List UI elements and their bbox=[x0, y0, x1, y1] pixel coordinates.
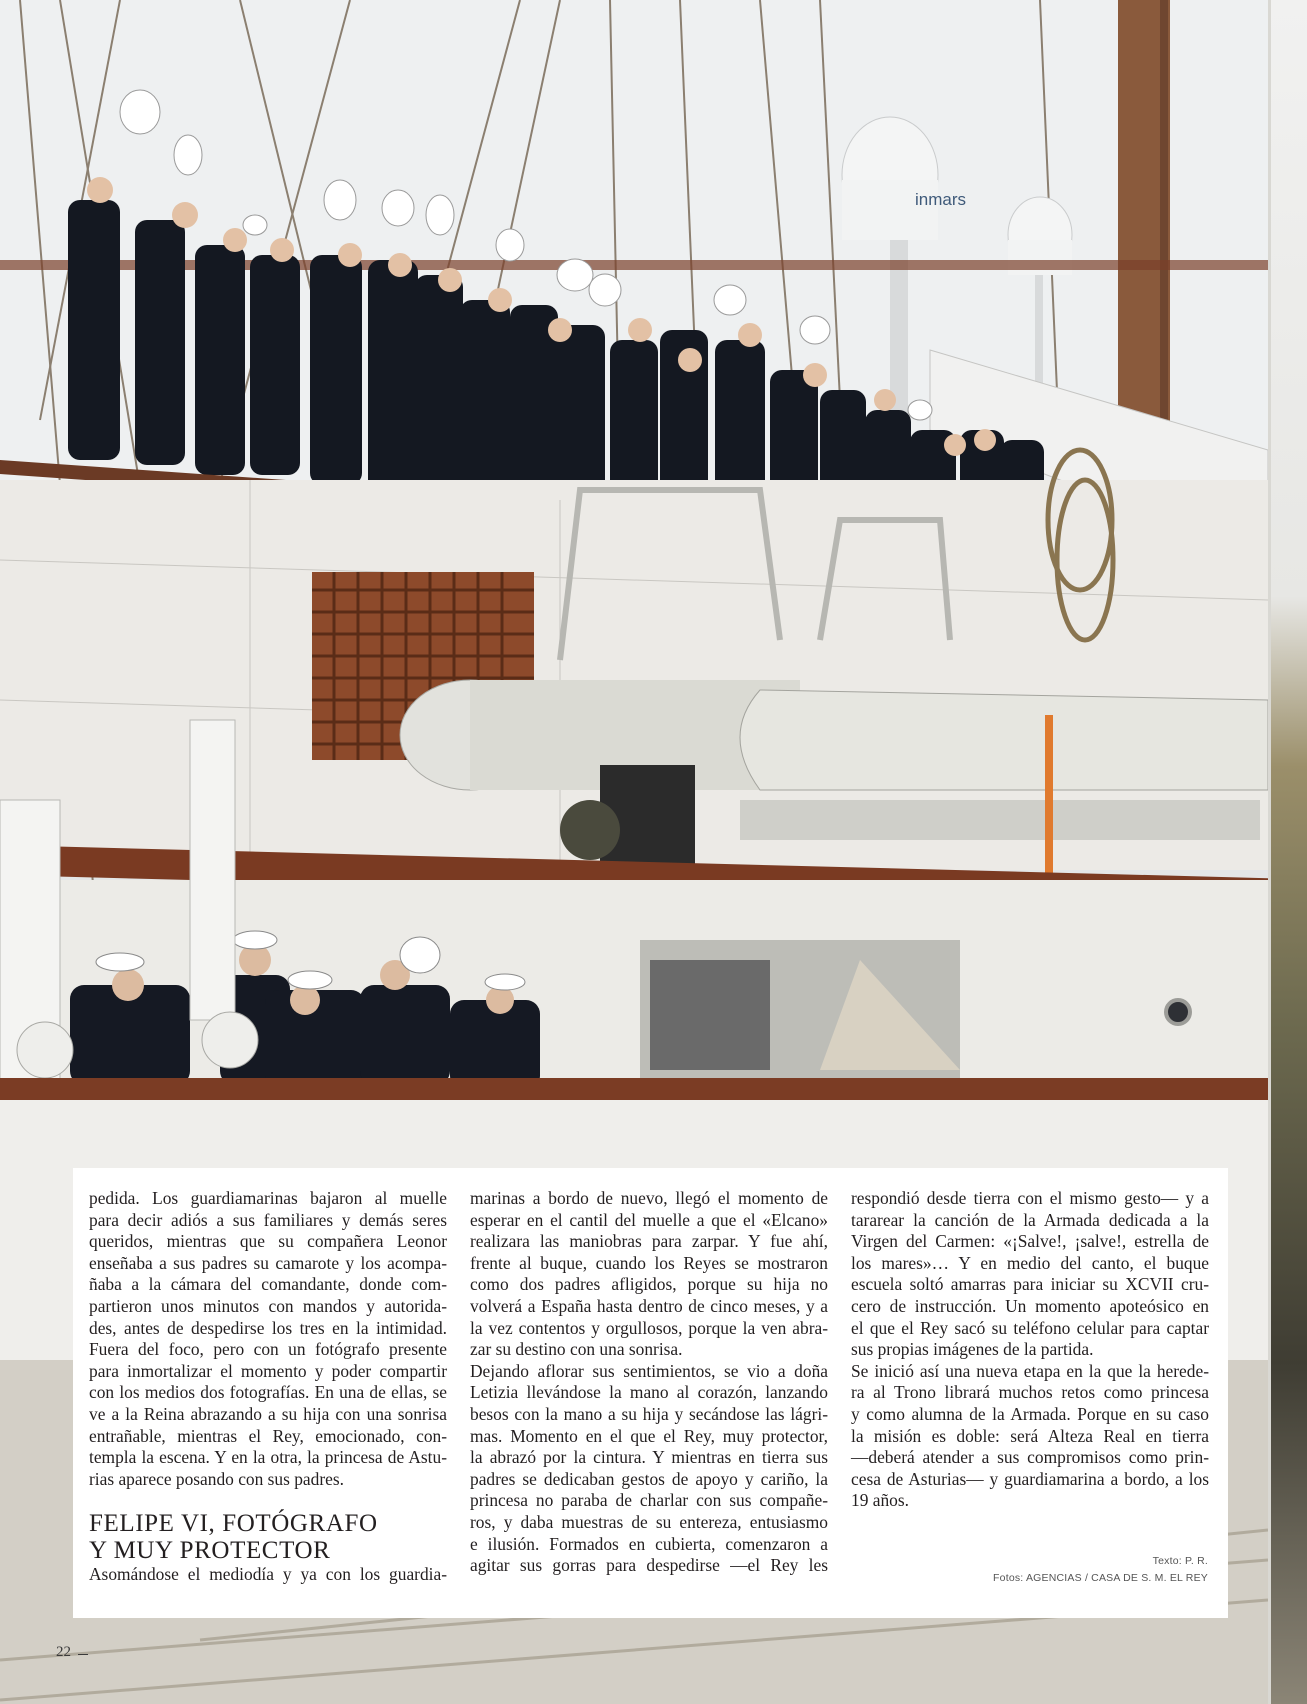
paragraph-line: cero de instrucción. Un momento apoteósico en bbox=[851, 1295, 1209, 1316]
paragraph-line: zar su destino con una sonrisa. bbox=[470, 1339, 683, 1360]
paragraph-line: cesa de Asturias— y guardiamarina a bordo, a los bbox=[851, 1468, 1209, 1489]
paragraph-line: ve a la Reina abrazando a su hija con una sonrisa bbox=[89, 1403, 447, 1424]
subhead-line-2: Y MUY PROTECTOR bbox=[89, 1537, 331, 1565]
article-column-3 bbox=[851, 1188, 1209, 1512]
paragraph-line: frente al buque, cuando los Reyes se mostraron bbox=[470, 1252, 828, 1273]
article-text-panel bbox=[73, 1168, 1228, 1618]
paragraph-line: la abrazó por la cintura. Y mientras en tierra sus bbox=[470, 1447, 828, 1468]
paragraph-line: Fuera del foco, pero con un fotógrafo presente bbox=[89, 1339, 447, 1360]
paragraph-line: templa la escena. Y en la otra, la princesa de Astu- bbox=[89, 1447, 447, 1468]
paragraph-line: Virgen del Carmen: «¡Salve!, ¡salve!, estrella de bbox=[851, 1231, 1209, 1252]
paragraph-line: escuela soltó amarras para iniciar su XCVII cru- bbox=[851, 1274, 1209, 1295]
paragraph-line: rias aparece posando con sus padres. bbox=[89, 1468, 344, 1489]
paragraph-line: respondió desde tierra con el mismo gesto— y a bbox=[851, 1188, 1209, 1208]
paragraph-line: 19 años. bbox=[851, 1490, 909, 1511]
radome-label: inmars bbox=[915, 190, 967, 209]
paragraph-line: partieron unos minutos con mandos y autorida- bbox=[89, 1295, 447, 1316]
paragraph-line: besos con la mano a su hija y secándose las lágri- bbox=[470, 1403, 828, 1424]
paragraph-line: y como alumna de la Armada. Porque en su caso bbox=[851, 1403, 1209, 1424]
paragraph-line: ñaba a la cámara del comandante, donde com- bbox=[89, 1274, 447, 1295]
paragraph-line: agitar sus gorras para despedirse —el Rey les bbox=[470, 1555, 828, 1576]
page-gutter bbox=[1268, 0, 1271, 1704]
paragraph-line: Dejando aflorar sus sentimientos, se vio a doña bbox=[470, 1360, 828, 1381]
paragraph-line: con los medios dos fotografías. En una de ellas, se bbox=[89, 1382, 447, 1403]
article-column-1 bbox=[89, 1188, 447, 1586]
paragraph-line: realizara las maniobras para zarpar. Y fue ahí, bbox=[470, 1231, 828, 1252]
paragraph-line: sus propias imágenes de la partida. bbox=[851, 1339, 1094, 1360]
paragraph-line: tararear la canción de la Armada dedicada a la bbox=[851, 1209, 1209, 1230]
paragraph-line: princesa no paraba de charlar con sus compañe- bbox=[470, 1490, 828, 1511]
paragraph-line: padres se dedicaban gestos de apoyo y cariño, la bbox=[470, 1468, 828, 1489]
paragraph-line: la vez contentos y orgullosos, porque la ven abra- bbox=[470, 1317, 828, 1338]
page-number: 22 bbox=[56, 1644, 71, 1660]
paragraph-line: entrañable, mientras el Rey, emocionado, con- bbox=[89, 1425, 447, 1446]
article-credits bbox=[993, 1553, 1208, 1587]
paragraph-line: pedida. Los guardiamarinas bajaron al muelle bbox=[89, 1188, 447, 1208]
paragraph-line: —deberá atender a sus compromisos como prin- bbox=[851, 1447, 1209, 1468]
photo-right-edge bbox=[1268, 0, 1307, 1704]
credit-text: Texto: P. R. bbox=[1152, 1555, 1208, 1567]
section-subhead bbox=[89, 1510, 447, 1564]
paragraph-line: volverá a España hasta dentro de cinco meses, y a bbox=[470, 1295, 828, 1316]
paragraph-line: ra al Trono librará muchos retos como princesa bbox=[851, 1382, 1209, 1403]
paragraph-line: ros, y daba muestras de su entereza, entusiasmo bbox=[470, 1511, 828, 1532]
paragraph-line: para decir adiós a sus familiares y demás seres bbox=[89, 1209, 447, 1230]
credit-photos: Fotos: AGENCIAS / CASA DE S. M. EL REY bbox=[993, 1572, 1208, 1584]
paragraph-line: como dos padres afligidos, porque su hija no bbox=[470, 1274, 828, 1295]
paragraph-line: marinas a bordo de nuevo, llegó el momento de bbox=[470, 1188, 828, 1208]
paragraph-line: queridos, mientras que su compañera Leonor bbox=[89, 1231, 447, 1252]
page-number-rule bbox=[78, 1654, 88, 1655]
paragraph-line: Asomándose el mediodía y ya con los guardia- bbox=[89, 1564, 447, 1585]
subhead-line-1: FELIPE VI, FOTÓGRAFO bbox=[89, 1510, 378, 1538]
paragraph-line: e ilusión. Formados en cubierta, comenzaron a bbox=[470, 1533, 828, 1554]
article-column-2 bbox=[470, 1188, 828, 1577]
paragraph-line: la misión es doble: será Alteza Real en tierra bbox=[851, 1425, 1209, 1446]
paragraph-line: Se inició así una nueva etapa en la que la herede- bbox=[851, 1360, 1209, 1381]
paragraph-line: des, antes de despedirse los tres en la intimidad. bbox=[89, 1317, 447, 1338]
paragraph-line: mas. Momento en el que el Rey, muy protector, bbox=[470, 1425, 828, 1446]
paragraph-line: para inmortalizar el momento y poder compartir bbox=[89, 1360, 447, 1381]
paragraph-line: enseñaba a sus padres su camarote y los acompa- bbox=[89, 1252, 447, 1273]
paragraph-line: los mares»… Y en medio del canto, el buque bbox=[851, 1252, 1209, 1273]
paragraph-line: el que el Rey sacó su teléfono celular para captar bbox=[851, 1317, 1209, 1338]
paragraph-line: Letizia llevándose la mano al corazón, lanzando bbox=[470, 1382, 828, 1403]
paragraph-line: esperar en el cantil del muelle a que el «Elcano» bbox=[470, 1209, 828, 1230]
